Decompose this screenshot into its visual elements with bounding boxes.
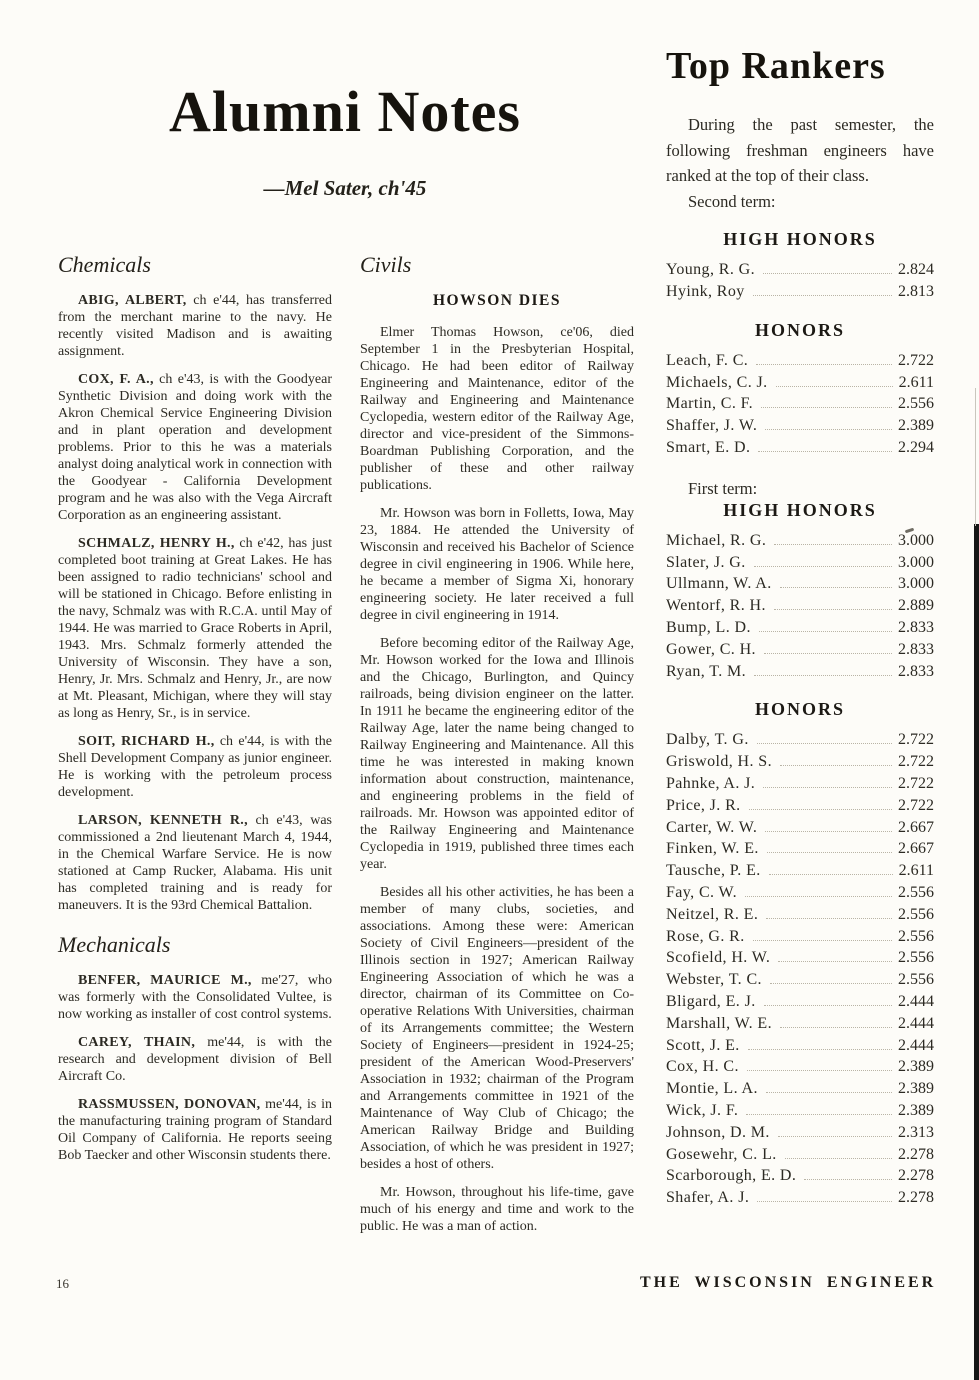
dotted-leader [778, 1136, 892, 1137]
paragraph-text: Besides all his other activities, he has been a member of many clubs, societies, and associations. Among these were: American Society of Civil Engineers—president of the Illinois section in 1927; American Railway Engineering Association of which he was a director, chairman of its Committee on Co-operative Relations With Universities, chairman of its Arrangements committee; the Western Society of Engineers—president in 1924-25; president of the American Wood-Preservers' Association in 1932; chairman of the Program and Arrangements committee in 1921 of the Maintenance of Way Club of Chicago; the American Railway Bridge and Building Association, of which he was president in 1927; besides a host of others. [360, 885, 634, 1172]
grade-point: 2.722 [898, 753, 934, 771]
student-name: Shafer, A. J. [666, 1189, 750, 1207]
honor-row [666, 1078, 934, 1100]
page-number: 16 [56, 1276, 69, 1291]
grade-point: 2.889 [898, 597, 934, 615]
student-name: Ullmann, W. A. [666, 575, 772, 593]
student-name: Scarborough, E. D. [666, 1167, 797, 1185]
grade-point: 2.556 [898, 905, 934, 923]
dotted-leader [770, 983, 892, 984]
honor-row [666, 860, 934, 882]
dotted-leader [759, 631, 892, 632]
section-heading-civils: Civils [360, 252, 412, 277]
second-term-high-honors-list [666, 259, 934, 303]
honor-row [666, 1122, 934, 1144]
obituary-paragraph [360, 324, 634, 494]
alumnus-name: RASSMUSSEN, DONOVAN, [78, 1097, 261, 1112]
grade-point: 2.556 [898, 883, 934, 901]
honor-row [666, 437, 934, 459]
student-name: Shaffer, J. W. [666, 417, 758, 435]
alumnus-name: CAREY, THAIN, [78, 1035, 196, 1050]
honor-row [666, 729, 934, 751]
scan-edge-artifact [974, 524, 979, 1380]
dotted-leader [804, 1179, 892, 1180]
student-name: Rose, G. R. [666, 927, 745, 945]
honor-row [666, 969, 934, 991]
paragraph-text: Mr. Howson was born in Folletts, Iowa, May 23, 1884. He attended the University of Wisconsin and received his Bachelor of Science degree in civil engineering in 1906. While here, he became a member of Sigma Xi, honorary engineering society. He later received a full degree in civil engineering in 1914. [360, 506, 634, 623]
paragraph-text: Mr. Howson, throughout his life-time, gave much of his energy and time and work to the public. He was a man of action. [360, 1185, 634, 1234]
grade-point: 2.278 [898, 1189, 934, 1207]
section-heading-chemicals: Chemicals [58, 252, 151, 277]
student-name: Webster, T. C. [666, 971, 762, 989]
obituary-paragraph [360, 635, 634, 873]
student-name: Smart, E. D. [666, 438, 751, 456]
honor-row [666, 617, 934, 639]
honor-row [666, 991, 934, 1013]
left-column [58, 252, 332, 1175]
grade-point: 2.833 [898, 618, 934, 636]
alumnus-name: ABIG, ALBERT, [78, 293, 187, 308]
grade-point: 2.833 [898, 662, 934, 680]
honor-row [666, 773, 934, 795]
student-name: Hyink, Roy [666, 283, 745, 300]
grade-point: 2.722 [898, 351, 934, 369]
right-column [666, 44, 934, 1209]
dotted-leader [753, 295, 892, 296]
honor-row [666, 372, 934, 394]
student-name: Ryan, T. M. [666, 662, 747, 680]
student-name: Finken, W. E. [666, 840, 759, 858]
paragraph-text: Before becoming editor of the Railway Age, Mr. Howson worked for the Iowa and Illinois and the Chicago, Burlington, and Quincy railroads, being division engineer on the latter. In 1911 he became the engineering editor of the Railway Age, later the name being changed to Railway Engineering and Maintenance. All this time he was interested in making known information about construction, maintenance, and engineering problems in the field of railroads. Mr. Howson was appointed editor of the Railway Engineering and Maintenance Cyclopedia in 1919, published three times each year. [360, 636, 634, 872]
alumni-note-paragraph [58, 733, 332, 801]
alumni-note-paragraph [58, 1034, 332, 1085]
student-name: Michaels, C. J. [666, 373, 768, 391]
grade-point: 2.313 [898, 1123, 934, 1141]
grade-point: 2.389 [898, 1058, 934, 1076]
note-text: me'44, is in the manufacturing training program of Standard Oil Company of California. He reports seeing Bob Taecker and other Wisconsin students there. [58, 1097, 332, 1163]
honor-row [666, 595, 934, 617]
grade-point: 2.294 [898, 438, 934, 456]
grade-point: 2.278 [898, 1167, 934, 1185]
dotted-leader [764, 1005, 892, 1006]
dotted-leader [761, 407, 892, 408]
dotted-leader [746, 1114, 892, 1115]
dotted-leader [769, 874, 893, 875]
student-name: Gower, C. H. [666, 640, 756, 658]
grade-point: 2.824 [898, 261, 934, 279]
first-term-high-honors-list [666, 530, 934, 683]
student-name: Montie, L. A. [666, 1080, 758, 1098]
obituary-headline: HOWSON DIES [432, 292, 562, 309]
byline: —Mel Sater, ch'45 [263, 176, 427, 200]
note-text: ch e'43, is with the Goodyear Synthetic Division and doing work with the Akron Chemical Service Engineering Division and in plant operation and development problems. Prior to this he was a materials analyst doing analytical work in connection with the Goodyear - California Development program and he was also with the Vega Aircraft Corporation as an engineering assistant. [58, 372, 332, 523]
dotted-leader [774, 609, 892, 610]
note-text: me'27, who was formerly with the Consolidated Vultee, is now working as installer of cost control systems. [58, 973, 332, 1022]
note-text: ch e'42, has just completed boot training at Great Lakes. He has been assigned to radio technicians' school and will be stationed in Chicago. Before enlisting in the navy, Schmalz was with R.C.A. until May of 1944. He was married to Grace Roberts in April, 1943. Mrs. Schmalz formerly attended the University of Wisconsin. They have a son, Henry, Jr. Mrs. Schmalz and Henry, Jr., are now at Mt. Pleasant, Michigan, where they will stay as long as Henry, Sr., is in service. [58, 536, 333, 721]
alumnus-name: COX, F. A., [78, 372, 154, 387]
note-text: ch e'44, is with the Shell Development Company as junior engineer. He is working with the petroleum process development. [58, 734, 332, 800]
alumni-note-paragraph [58, 535, 332, 722]
dotted-leader [767, 852, 892, 853]
dotted-leader [778, 961, 892, 962]
chemicals-notes [58, 292, 332, 914]
student-name: Tausche, P. E. [666, 862, 761, 880]
section-heading-mechanicals: Mechanicals [58, 932, 171, 957]
dotted-leader [780, 1027, 892, 1028]
dotted-leader [748, 1049, 892, 1050]
dotted-leader [754, 566, 892, 567]
alumni-note-paragraph [58, 812, 332, 914]
honor-row [666, 1056, 934, 1078]
student-name: Wick, J. F. [666, 1101, 739, 1119]
grade-point: 3.000 [898, 531, 934, 549]
student-name: Dalby, T. G. [666, 731, 749, 749]
honor-row [666, 281, 934, 303]
alumni-note-paragraph [58, 972, 332, 1023]
grade-point: 2.444 [898, 1036, 934, 1054]
honor-row [666, 393, 934, 415]
student-name: Michael, R. G. [666, 531, 767, 549]
grade-point: 3.000 [898, 553, 934, 571]
grade-point: 2.667 [898, 818, 934, 836]
note-text: me'44, is with the research and development division of Bell Aircraft Co. [58, 1035, 332, 1084]
honor-row [666, 661, 934, 683]
first-term-honors-list [666, 729, 934, 1209]
second-term-honors-heading: HONORS [754, 319, 845, 340]
honor-row [666, 573, 934, 595]
honor-row [666, 1187, 934, 1209]
honor-row [666, 350, 934, 372]
student-name: Griswold, H. S. [666, 753, 773, 771]
scan-edge-shadow [975, 388, 976, 526]
obituary-paragraph [360, 1184, 634, 1235]
dotted-leader [754, 675, 892, 676]
grade-point: 2.722 [898, 796, 934, 814]
dotted-leader [753, 940, 892, 941]
page-title: Alumni Notes [169, 79, 521, 144]
first-term-label: First term: [688, 478, 758, 498]
top-rankers-heading: Top Rankers [666, 45, 886, 87]
student-name: Johnson, D. M. [666, 1123, 770, 1141]
student-name: Martin, C. F. [666, 395, 754, 413]
student-name: Fay, C. W. [666, 883, 737, 901]
honor-row [666, 552, 934, 574]
dotted-leader [745, 896, 892, 897]
honor-row [666, 1144, 934, 1166]
student-name: Scott, J. E. [666, 1036, 740, 1054]
alumnus-name: SCHMALZ, HENRY H., [78, 536, 235, 551]
dotted-leader [764, 653, 892, 654]
honor-row [666, 1013, 934, 1035]
note-text: ch e'44, has transferred from the merchant marine to the navy. He recently visited Madison and is awaiting assignment. [58, 293, 332, 359]
dotted-leader [749, 809, 892, 810]
grade-point: 2.389 [898, 1080, 934, 1098]
grade-point: 2.667 [898, 840, 934, 858]
dotted-leader [780, 765, 892, 766]
honor-row [666, 817, 934, 839]
honor-row [666, 1165, 934, 1187]
grade-point: 2.611 [898, 373, 934, 391]
student-name: Carter, W. W. [666, 818, 758, 836]
grade-point: 2.813 [898, 283, 934, 300]
honor-row [666, 530, 934, 552]
alumnus-name: SOIT, RICHARD H., [78, 734, 215, 749]
honor-row [666, 259, 934, 281]
alumnus-name: LARSON, KENNETH R., [78, 813, 248, 828]
student-name: Neitzel, R. E. [666, 905, 759, 923]
dotted-leader [757, 743, 892, 744]
honor-row [666, 1035, 934, 1057]
first-term-high-honors-heading: HIGH HONORS [723, 499, 877, 520]
grade-point: 2.556 [898, 949, 934, 967]
first-term-honors-heading: HONORS [754, 699, 845, 720]
student-name: Scofield, H. W. [666, 949, 771, 967]
honor-row [666, 947, 934, 969]
grade-point: 2.611 [898, 862, 934, 880]
honor-row [666, 415, 934, 437]
alumni-note-paragraph [58, 371, 332, 524]
second-term-high-honors-heading: HIGH HONORS [723, 229, 877, 250]
magazine-title-footer: THE WISCONSIN ENGINEER [640, 1274, 937, 1291]
middle-column [360, 252, 634, 1246]
grade-point: 2.444 [898, 1014, 934, 1032]
dotted-leader [765, 429, 892, 430]
honor-row [666, 926, 934, 948]
grade-point: 2.444 [898, 992, 934, 1010]
student-name: Bligard, E. J. [666, 992, 756, 1010]
student-name: Price, J. R. [666, 796, 741, 814]
honor-row [666, 904, 934, 926]
grade-point: 2.722 [898, 731, 934, 749]
dotted-leader [756, 364, 892, 365]
dotted-leader [774, 544, 892, 545]
second-term-label: Second term: [688, 192, 776, 212]
dotted-leader [785, 1158, 892, 1159]
grade-point: 2.556 [898, 971, 934, 989]
student-name: Marshall, W. E. [666, 1014, 772, 1032]
dotted-leader [766, 918, 892, 919]
dotted-leader [780, 587, 892, 588]
honor-row [666, 882, 934, 904]
honor-row [666, 838, 934, 860]
grade-point: 2.278 [898, 1145, 934, 1163]
grade-point: 2.833 [898, 640, 934, 658]
grade-point: 2.389 [898, 417, 934, 435]
paragraph-text: Elmer Thomas Howson, ce'06, died September 1 in the Presbyterian Hospital, Chicago. He had been editor of Railway Engineering and Maintenance, editor of the Railway and Engineering and Maintenance Cyclopedia, western editor of the Railway Age, director and vice-president of the Simmons-Boardman Publishing Corporation, and the publisher of these and other railway publications. [360, 325, 634, 493]
grade-point: 2.556 [898, 395, 934, 413]
obituary-body [360, 324, 634, 1235]
alumnus-name: BENFER, MAURICE M., [78, 973, 252, 988]
alumni-note-paragraph [58, 1096, 332, 1164]
dotted-leader [757, 1201, 892, 1202]
obituary-paragraph [360, 505, 634, 624]
student-name: Slater, J. G. [666, 553, 746, 571]
grade-point: 2.556 [898, 927, 934, 945]
student-name: Cox, H. C. [666, 1058, 739, 1076]
second-term-honors-list [666, 350, 934, 459]
top-rankers-intro: During the past semester, the following freshman engineers have ranked at the top of their class. [666, 115, 934, 186]
mechanicals-notes [58, 972, 332, 1164]
honor-row [666, 639, 934, 661]
grade-point: 3.000 [898, 575, 934, 593]
note-text: ch e'43, was commissioned a 2nd lieutenant March 4, 1944, in the Chemical Warfare Service. He is now stationed at Camp Rucker, Alabama. His unit has completed training and is ready for maneuvers. It is the 93rd Chemical Battalion. [58, 813, 332, 913]
dotted-leader [765, 831, 892, 832]
alumni-note-paragraph [58, 292, 332, 360]
student-name: Young, R. G. [666, 261, 755, 279]
student-name: Gosewehr, C. L. [666, 1145, 777, 1163]
obituary-paragraph [360, 884, 634, 1173]
student-name: Wentorf, R. H. [666, 597, 766, 615]
student-name: Leach, F. C. [666, 351, 749, 369]
grade-point: 2.389 [898, 1101, 934, 1119]
dotted-leader [747, 1070, 892, 1071]
dotted-leader [776, 386, 893, 387]
grade-point: 2.722 [898, 774, 934, 792]
dotted-leader [758, 451, 892, 452]
student-name: Pahnke, A. J. [666, 774, 756, 792]
dotted-leader [766, 1092, 892, 1093]
honor-row [666, 1100, 934, 1122]
student-name: Bump, L. D. [666, 618, 751, 636]
honor-row [666, 795, 934, 817]
dotted-leader [763, 787, 892, 788]
honor-row [666, 751, 934, 773]
dotted-leader [763, 273, 892, 274]
